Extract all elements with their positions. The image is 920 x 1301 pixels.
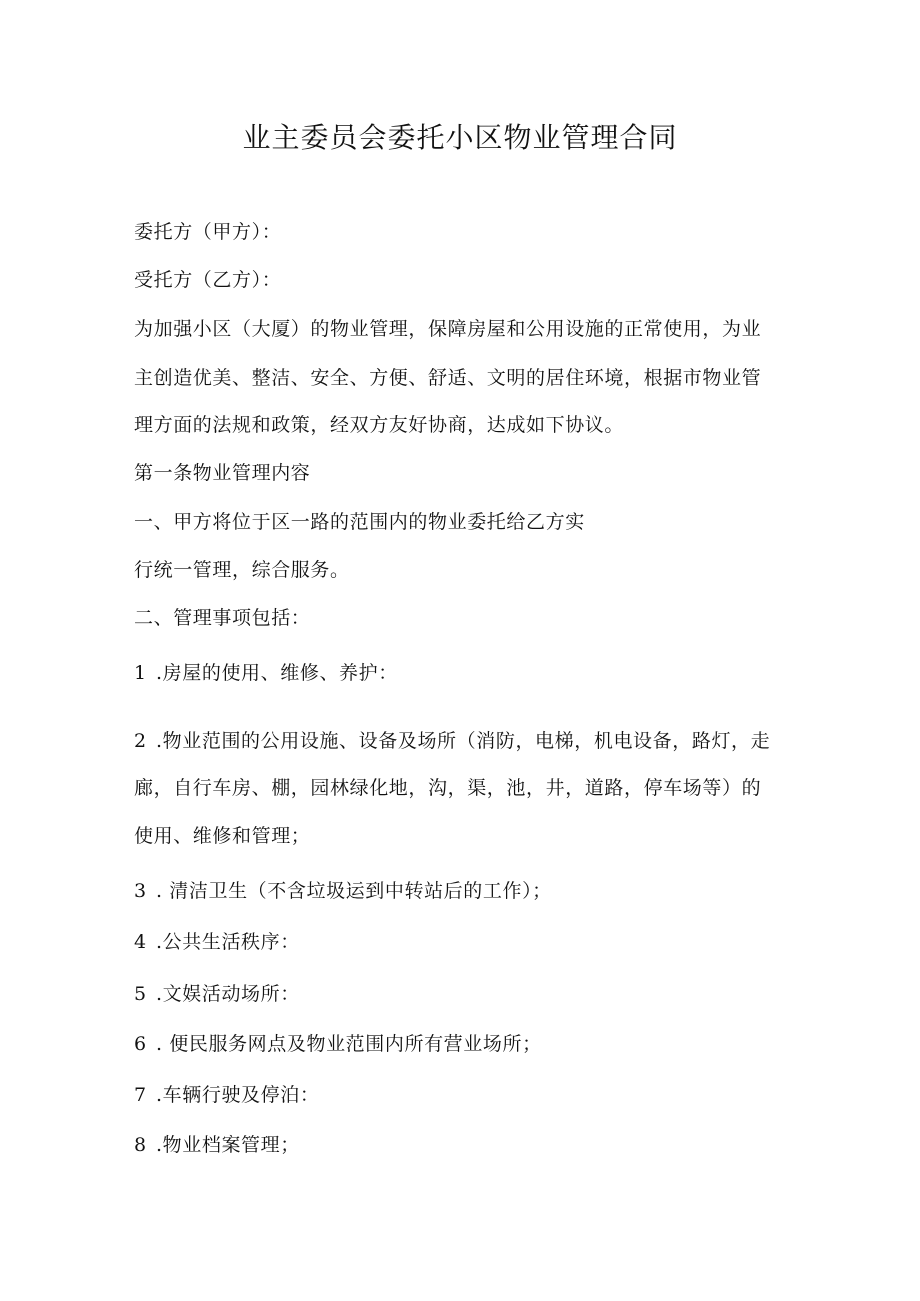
list-item-number: 5 <box>134 983 147 1005</box>
party-b-line: 受托方（乙方）： <box>134 269 282 291</box>
clause-1-line: 一、甲方将位于区一路的范围内的物业委托给乙方实 <box>134 511 585 533</box>
list-item-continuation: 廊，自行车房、棚，园林绿化地，沟，渠，池，井，道路，停车场等）的 <box>134 777 762 799</box>
list-item-number: 8 <box>134 1134 147 1156</box>
list-item <box>134 659 398 687</box>
list-item-number: 2 <box>134 730 147 752</box>
list-item-text: .物业范围的公用设施、设备及场所（消防，电梯，机电设备，路灯，走 <box>156 730 771 752</box>
list-item <box>134 928 300 956</box>
article-1-heading: 第一条物业管理内容 <box>134 462 311 484</box>
list-item-text: .文娱活动场所： <box>156 983 300 1005</box>
list-item <box>134 877 552 905</box>
list-item-continuation: 使用、维修和管理； <box>134 825 311 847</box>
list-item <box>134 980 300 1008</box>
list-item-number: 1 <box>134 662 147 684</box>
list-item <box>134 1131 300 1159</box>
document-title: 业主委员会委托小区物业管理合同 <box>242 121 678 154</box>
list-item <box>134 1030 542 1058</box>
party-a-line: 委托方（甲方）： <box>134 221 282 243</box>
list-item-text: .公共生活秩序： <box>156 931 300 953</box>
list-item <box>134 1081 319 1109</box>
list-item-number: 7 <box>134 1084 147 1106</box>
clause-1-line: 行统一管理，综合服务。 <box>134 559 350 581</box>
list-item <box>134 727 770 755</box>
preamble-line: 为加强小区（大厦）的物业管理，保障房屋和公用设施的正常使用，为业 <box>134 318 762 340</box>
clause-2-heading: 二、管理事项包括： <box>134 607 311 629</box>
list-item-number: 6 <box>134 1033 147 1055</box>
list-item-number: 4 <box>134 931 147 953</box>
list-item-text: .物业档案管理； <box>156 1134 300 1156</box>
list-item-text: . 清洁卫生（不含垃圾运到中转站后的工作）； <box>156 880 552 902</box>
list-item-number: 3 <box>134 880 147 902</box>
list-item-text: .车辆行驶及停泊： <box>156 1084 320 1106</box>
list-item-text: . 便民服务网点及物业范围内所有营业场所； <box>156 1033 542 1055</box>
preamble-line: 主创造优美、整洁、安全、方便、舒适、文明的居住环境，根据市物业管 <box>134 367 762 389</box>
list-item-text: .房屋的使用、维修、养护： <box>156 662 398 684</box>
preamble-line: 理方面的法规和政策，经双方友好协商，达成如下协议。 <box>134 414 625 436</box>
